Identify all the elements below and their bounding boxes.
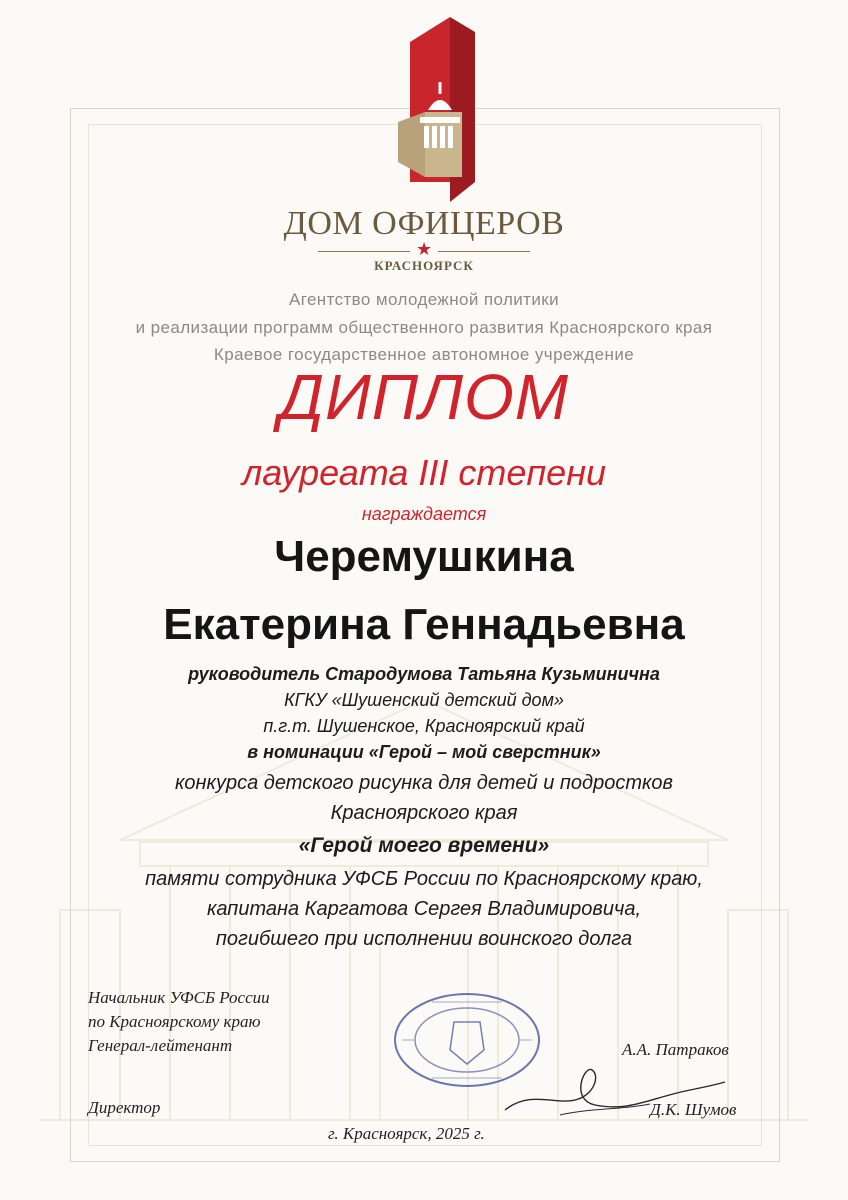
chief-title-line-2: по Красноярскому краю — [88, 1012, 261, 1031]
memory-line-3: погибшего при исполнении воинского долга — [215, 928, 633, 950]
handwritten-signature — [500, 1060, 730, 1130]
agency-line-3: Краевое государственное автономное учреждение — [213, 345, 635, 364]
chief-title-line-1: Начальник УФСБ России — [88, 988, 270, 1007]
contest-name: «Герой моего времени» — [298, 834, 550, 857]
contest-line-1: конкурса детского рисунка для детей и подростков — [174, 772, 673, 794]
contest-line-2: Красноярского края — [330, 802, 518, 824]
nomination-text: в номинации «Герой – мой сверстник» — [247, 742, 601, 762]
brand-name: ДОМ ОФИЦЕРОВ — [283, 205, 565, 242]
brand-city: КРАСНОЯРСК — [374, 258, 474, 273]
chief-title-line-3: Генерал-лейтенант — [88, 1036, 233, 1055]
director-label: Директор — [88, 1098, 161, 1117]
location-text: п.г.т. Шушенское, Красноярский край — [263, 716, 585, 736]
recipient-given-names: Екатерина Геннадьевна — [163, 600, 685, 649]
brand-divider-right — [438, 251, 530, 252]
supervisor-text: руководитель Стародумова Татьяна Кузьминична — [188, 664, 660, 684]
memory-line-2: капитана Каргатова Сергея Владимировича, — [206, 898, 642, 920]
diploma-title: ДИПЛОМ — [278, 361, 570, 433]
place-date: г. Красноярск, 2025 г. — [328, 1124, 485, 1143]
institution-text: КГКУ «Шушенский детский дом» — [284, 690, 564, 710]
awarded-label: награждается — [361, 504, 487, 524]
agency-line-2: и реализации программ общественного развития Красноярского края — [135, 318, 713, 337]
recipient-surname: Черемушкина — [274, 532, 574, 581]
brand-divider-left — [318, 251, 410, 252]
director-name: Д.К. Шумов — [650, 1100, 737, 1119]
agency-line-1: Агентство молодежной политики — [288, 290, 559, 309]
diploma-subtitle: лауреата III степени — [241, 452, 607, 493]
memory-line-1: памяти сотрудника УФСБ России по Красноярскому краю, — [145, 868, 703, 890]
dom-oficerov-logo-icon — [380, 12, 490, 202]
chief-name: А.А. Патраков — [622, 1040, 729, 1059]
star-icon: ★ — [416, 239, 433, 259]
